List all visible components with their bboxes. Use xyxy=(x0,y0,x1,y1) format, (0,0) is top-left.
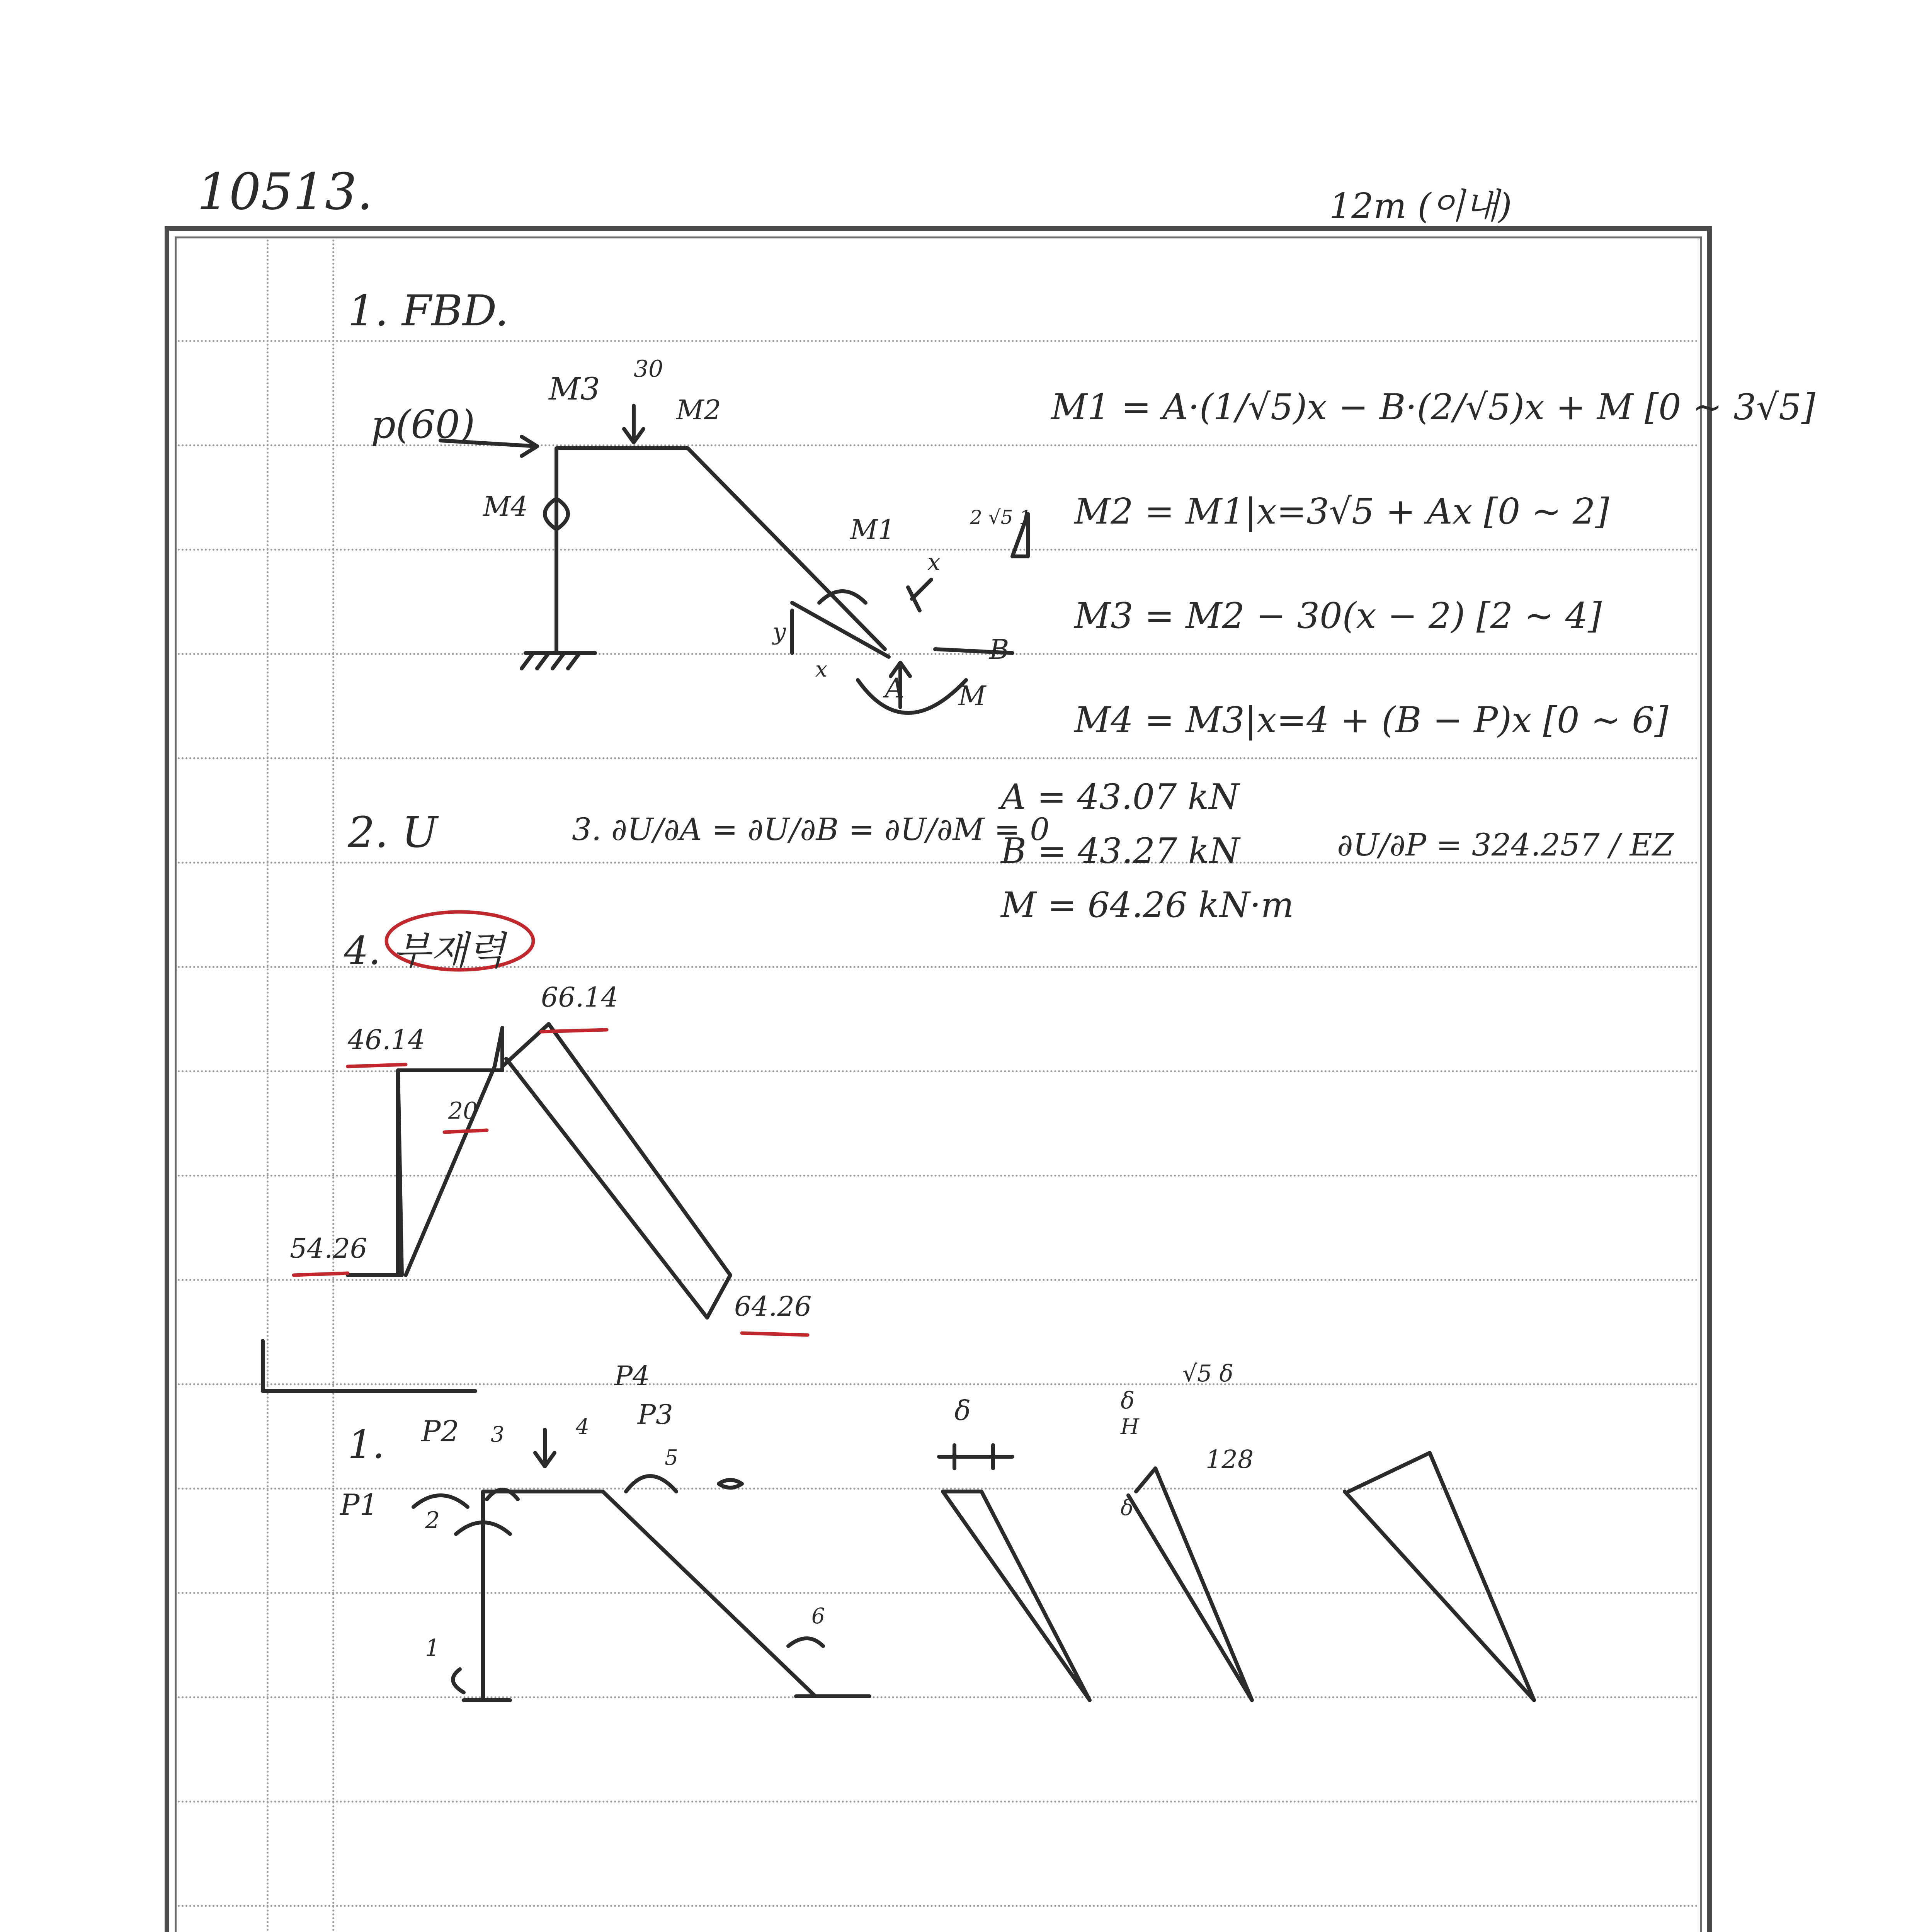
red-marks xyxy=(294,912,808,1335)
moment-m1-label: M1 xyxy=(850,514,895,546)
section4-label: 4. 부재력 xyxy=(344,928,505,973)
load-30-label: 30 xyxy=(634,355,663,383)
delta-label-1: δ xyxy=(954,1395,971,1427)
coordinate-y-label: y xyxy=(773,618,786,645)
fbd-frame xyxy=(441,406,1012,713)
result-dudp: ∂U/∂P = 324.257 / EZ xyxy=(1337,827,1674,863)
section1-title: 1. FBD. xyxy=(348,286,509,335)
length-note: 12m (이내) xyxy=(1329,186,1512,226)
node-2: 2 xyxy=(425,1507,440,1534)
unit-load-frame xyxy=(413,1430,869,1700)
section3-conditions: 3. ∂U/∂A = ∂U/∂B = ∂U/∂M = 0 xyxy=(572,811,1050,847)
result-b: B = 43.27 kN xyxy=(1001,831,1240,871)
equation-m1: M1 = A·(1/√5)x − B·(2/√5)x + M [0 ~ 3√5] xyxy=(1051,386,1815,428)
moment-m2-label: M2 xyxy=(676,394,721,426)
slope-ratio-label: 2 √5 1 xyxy=(970,506,1032,529)
equation-m4: M4 = M3|x=4 + (B − P)x [0 ~ 6] xyxy=(1074,699,1669,741)
value-128: 128 xyxy=(1206,1445,1254,1474)
load-p-label: p(60) xyxy=(371,402,475,447)
node-6: 6 xyxy=(811,1604,825,1628)
document-number: 10513. xyxy=(197,162,373,221)
moment-diagram xyxy=(263,1024,730,1391)
section5-label: 1. xyxy=(348,1422,385,1467)
moment-value-20: 20 xyxy=(448,1097,478,1124)
node-1: 1 xyxy=(425,1634,440,1662)
node-3: 3 xyxy=(491,1422,504,1447)
moment-value-64-26: 64.26 xyxy=(734,1291,812,1322)
coordinate-x-label: x xyxy=(927,549,941,576)
unit-load-p4: P4 xyxy=(614,1360,650,1392)
node-5: 5 xyxy=(665,1445,678,1470)
equation-m3: M3 = M2 − 30(x − 2) [2 ~ 4] xyxy=(1074,595,1602,636)
equation-m2: M2 = M1|x=3√5 + Ax [0 ~ 2] xyxy=(1074,491,1609,532)
moment-m3-label: M3 xyxy=(549,371,600,407)
node-4: 4 xyxy=(576,1414,589,1439)
delta-label-3-low: δ xyxy=(1121,1495,1134,1520)
reaction-a-label: A xyxy=(885,672,905,704)
reaction-m-label: M xyxy=(958,680,986,712)
section2-label: 2. U xyxy=(348,808,438,857)
moment-value-66-14: 66.14 xyxy=(541,981,619,1013)
unit-load-p1: P1 xyxy=(340,1488,378,1522)
delta-label-2: δ xyxy=(1121,1387,1135,1414)
result-a: A = 43.07 kN xyxy=(1001,777,1240,817)
delta-label-3: √5 δ xyxy=(1182,1360,1233,1387)
delta-label-2-sub: H xyxy=(1121,1414,1139,1439)
reaction-b-label: B xyxy=(989,634,1009,665)
deflection-sketches xyxy=(939,1445,1534,1700)
result-m: M = 64.26 kN·m xyxy=(1001,885,1294,925)
moment-m4-label: M4 xyxy=(483,491,528,522)
moment-value-54-26: 54.26 xyxy=(290,1233,367,1264)
axis-x-label: x xyxy=(815,657,828,682)
unit-load-p2: P2 xyxy=(421,1414,459,1448)
unit-load-p3: P3 xyxy=(638,1399,673,1430)
moment-value-46-14: 46.14 xyxy=(348,1024,425,1056)
